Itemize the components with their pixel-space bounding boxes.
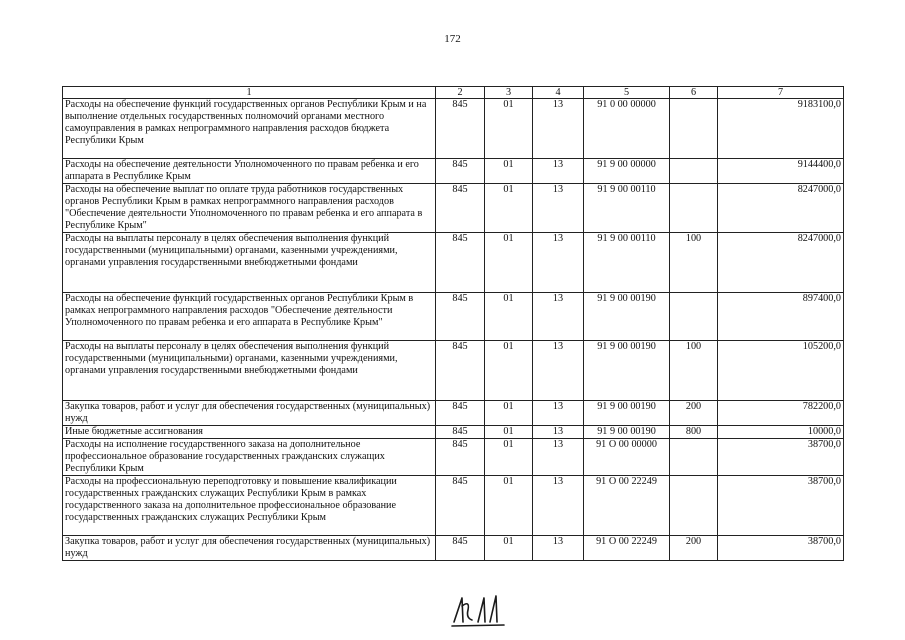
subsection-code: 13 <box>533 293 584 341</box>
table-row <box>63 426 844 439</box>
section-code: 01 <box>485 233 533 293</box>
amount: 897400,0 <box>718 293 844 341</box>
admin-code: 845 <box>436 293 485 341</box>
amount: 8247000,0 <box>718 233 844 293</box>
column-header: 3 <box>485 87 533 99</box>
section-code: 01 <box>485 159 533 184</box>
column-header: 2 <box>436 87 485 99</box>
table-row <box>63 341 844 401</box>
column-header: 6 <box>670 87 718 99</box>
admin-code: 845 <box>436 426 485 439</box>
amount: 105200,0 <box>718 341 844 401</box>
row-description: Расходы на обеспечение деятельности Уполномоченного по правам ребенка и его аппарата в Республике Крым <box>63 159 436 184</box>
expense-type-code <box>670 159 718 184</box>
table-row <box>63 536 844 561</box>
column-header: 5 <box>584 87 670 99</box>
amount: 38700,0 <box>718 476 844 536</box>
subsection-code: 13 <box>533 476 584 536</box>
target-article-code: 91 О 00 22249 <box>584 476 670 536</box>
target-article-code: 91 9 00 00190 <box>584 341 670 401</box>
section-code: 01 <box>485 184 533 233</box>
amount: 782200,0 <box>718 401 844 426</box>
target-article-code: 91 9 00 00190 <box>584 293 670 341</box>
admin-code: 845 <box>436 401 485 426</box>
subsection-code: 13 <box>533 536 584 561</box>
target-article-code: 91 9 00 00110 <box>584 184 670 233</box>
column-header: 4 <box>533 87 584 99</box>
admin-code: 845 <box>436 341 485 401</box>
row-description: Расходы на обеспечение функций государственных органов Республики Крым в рамках непрограммного направления расходов "Обеспечение деятельности Уполномоченного по правам ребенка и его аппарата в Республике Крым" <box>63 293 436 341</box>
section-code: 01 <box>485 476 533 536</box>
admin-code: 845 <box>436 476 485 536</box>
table-row <box>63 293 844 341</box>
row-description: Закупка товаров, работ и услуг для обеспечения государственных (муниципальных) нужд <box>63 401 436 426</box>
table-row <box>63 99 844 159</box>
table-row <box>63 159 844 184</box>
subsection-code: 13 <box>533 341 584 401</box>
expense-type-code: 200 <box>670 401 718 426</box>
target-article-code: 91 9 00 00190 <box>584 426 670 439</box>
admin-code: 845 <box>436 159 485 184</box>
expense-type-code <box>670 476 718 536</box>
table-row <box>63 476 844 536</box>
amount: 38700,0 <box>718 536 844 561</box>
section-code: 01 <box>485 536 533 561</box>
target-article-code: 91 О 00 00000 <box>584 439 670 476</box>
expense-type-code: 100 <box>670 233 718 293</box>
amount: 8247000,0 <box>718 184 844 233</box>
row-description: Расходы на профессиональную переподготовку и повышение квалификации государственных гражданских служащих Республики Крым в рамках государственного заказа на дополнительное профессиональное образование государственных гражданских служащих Республики Крым <box>63 476 436 536</box>
amount: 10000,0 <box>718 426 844 439</box>
section-code: 01 <box>485 293 533 341</box>
admin-code: 845 <box>436 233 485 293</box>
section-code: 01 <box>485 401 533 426</box>
expense-type-code <box>670 184 718 233</box>
row-description: Расходы на обеспечение выплат по оплате труда работников государственных органов Республики Крым в рамках непрограммного направления расходов "Обеспечение деятельности Уполномоченного по правам ребенка и его аппарата в Республике Крым" <box>63 184 436 233</box>
expense-type-code <box>670 439 718 476</box>
admin-code: 845 <box>436 536 485 561</box>
expense-type-code: 200 <box>670 536 718 561</box>
section-code: 01 <box>485 99 533 159</box>
amount: 38700,0 <box>718 439 844 476</box>
admin-code: 845 <box>436 439 485 476</box>
expense-type-code <box>670 293 718 341</box>
subsection-code: 13 <box>533 426 584 439</box>
admin-code: 845 <box>436 99 485 159</box>
target-article-code: 91 0 00 00000 <box>584 99 670 159</box>
subsection-code: 13 <box>533 233 584 293</box>
subsection-code: 13 <box>533 401 584 426</box>
budget-table <box>62 86 844 561</box>
subsection-code: 13 <box>533 159 584 184</box>
subsection-code: 13 <box>533 99 584 159</box>
section-code: 01 <box>485 439 533 476</box>
row-description: Расходы на исполнение государственного заказа на дополнительное профессиональное образование государственных гражданских служащих Республики Крым <box>63 439 436 476</box>
target-article-code: 91 9 00 00000 <box>584 159 670 184</box>
amount: 9144400,0 <box>718 159 844 184</box>
column-header: 7 <box>718 87 844 99</box>
target-article-code: 91 9 00 00110 <box>584 233 670 293</box>
expense-type-code: 800 <box>670 426 718 439</box>
table-row <box>63 184 844 233</box>
page-number: 172 <box>444 33 461 45</box>
handwritten-signature-icon <box>448 592 508 628</box>
target-article-code: 91 О 00 22249 <box>584 536 670 561</box>
admin-code: 845 <box>436 184 485 233</box>
row-description: Иные бюджетные ассигнования <box>63 426 436 439</box>
section-code: 01 <box>485 341 533 401</box>
column-header: 1 <box>63 87 436 99</box>
subsection-code: 13 <box>533 184 584 233</box>
table-row <box>63 233 844 293</box>
expense-type-code: 100 <box>670 341 718 401</box>
table-row <box>63 439 844 476</box>
amount: 9183100,0 <box>718 99 844 159</box>
expense-type-code <box>670 99 718 159</box>
table-header-row <box>63 87 844 99</box>
row-description: Закупка товаров, работ и услуг для обеспечения государственных (муниципальных) нужд <box>63 536 436 561</box>
row-description: Расходы на выплаты персоналу в целях обеспечения выполнения функций государственными (муниципальными) органами, казенными учреждениями, органами управления государственными внебюджетными фондами <box>63 233 436 293</box>
row-description: Расходы на выплаты персоналу в целях обеспечения выполнения функций государственными (муниципальными) органами, казенными учреждениями, органами управления государственными внебюджетными фондами <box>63 341 436 401</box>
subsection-code: 13 <box>533 439 584 476</box>
row-description: Расходы на обеспечение функций государственных органов Республики Крым и на выполнение отдельных государственных полномочий органами местного самоуправления в рамках непрограммного направления расходов бюджета Республики Крым <box>63 99 436 159</box>
section-code: 01 <box>485 426 533 439</box>
target-article-code: 91 9 00 00190 <box>584 401 670 426</box>
table-row <box>63 401 844 426</box>
